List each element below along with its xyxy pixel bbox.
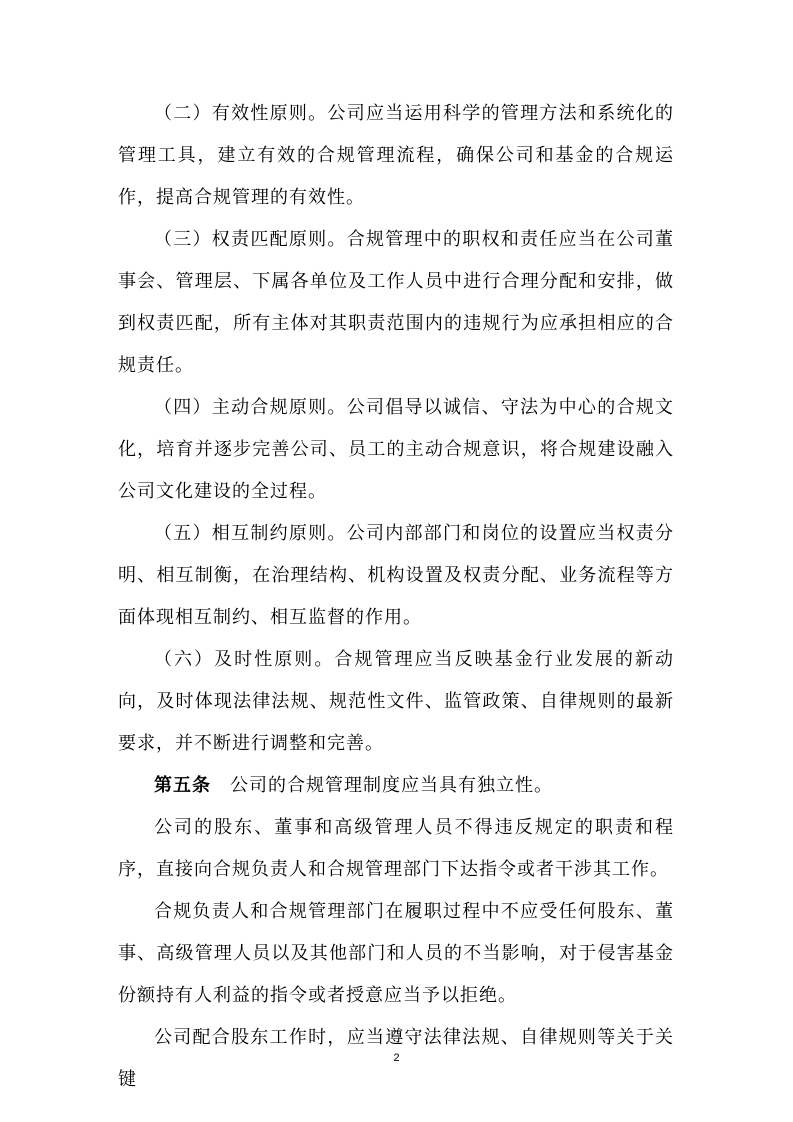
paragraph-proactive-compliance-principle: （四）主动合规原则。公司倡导以诚信、守法为中心的合规文化，培育并逐步完善公司、员工的主动合规意识，将合规建设融入公司文化建设的全过程。 [118,397,674,502]
article-five-heading: 第五条 公司的合规管理制度应当具有独立性。 [154,775,553,796]
paragraph-rights-responsibility-principle: （三）权责匹配原则。合规管理中的职权和责任应当在公司董事会、管理层、下属各单位及工作人员中进行合理分配和安排，做到权责匹配，所有主体对其职责范围内的违规行为应承担相应的合规责任。 [118,229,674,376]
paragraph-shareholder-cooperation: 公司配合股东工作时，应当遵守法律法规、自律规则等关于关键 [118,1027,674,1090]
article-number: 第五条 [154,775,211,796]
paragraph-shareholders-directors: 公司的股东、董事和高级管理人员不得违反规定的职责和程序，直接向合规负责人和合规管理部门下达指令或者干涉其工作。 [118,817,674,880]
paragraph-mutual-restraint-principle: （五）相互制约原则。公司内部部门和岗位的设置应当权责分明、相互制衡，在治理结构、机构设置及权责分配、业务流程等方面体现相互制约、相互监督的作用。 [118,523,674,628]
paragraph-effectiveness-principle: （二）有效性原则。公司应当运用科学的管理方法和系统化的管理工具，建立有效的合规管理流程，确保公司和基金的合规运作，提高合规管理的有效性。 [118,103,674,208]
document-body [118,93,674,1101]
page-number: 2 [393,1052,400,1064]
paragraph-compliance-officer-independence: 合规负责人和合规管理部门在履职过程中不应受任何股东、董事、高级管理人员以及其他部门和人员的不当影响，对于侵害基金份额持有人利益的指令或者授意应当予以拒绝。 [118,901,674,1006]
paragraph-timeliness-principle: （六）及时性原则。合规管理应当反映基金行业发展的新动向，及时体现法律法规、规范性文件、监管政策、自律规则的最新要求，并不断进行调整和完善。 [118,649,674,754]
